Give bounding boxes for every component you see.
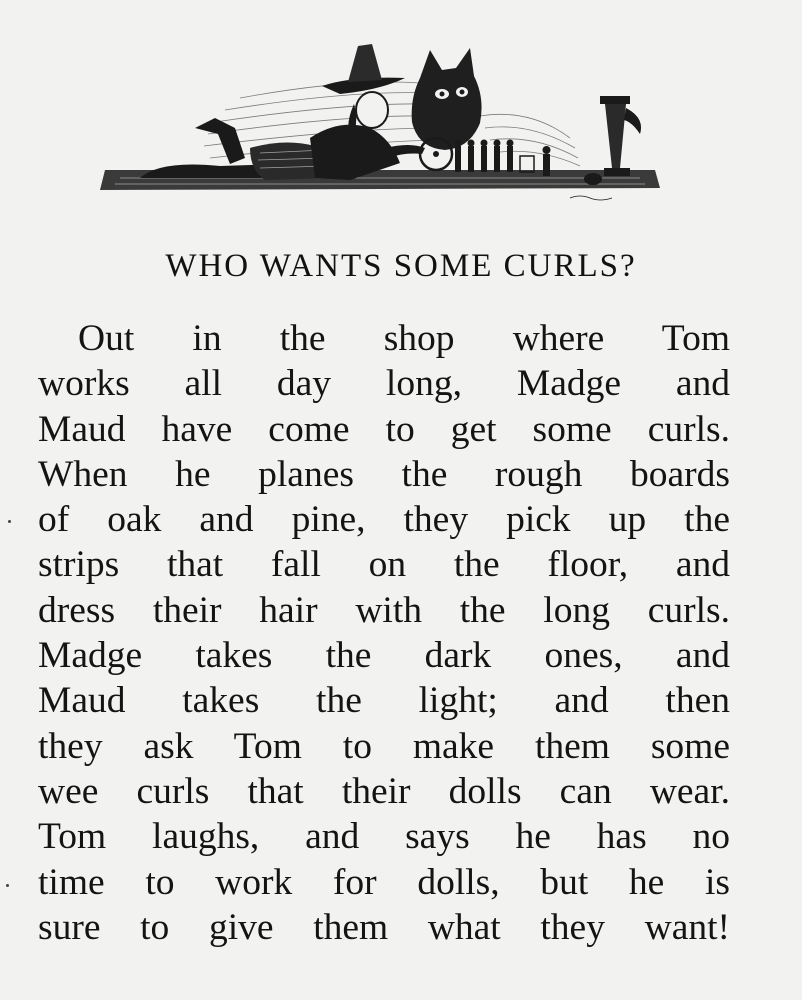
- engraving-child-with-dog-and-toy-soldiers-icon: [100, 38, 665, 206]
- text-line: works all day long, Madge and: [38, 363, 730, 405]
- text-line: they ask Tom to make them some: [38, 725, 730, 767]
- text-line: Maud takes the light; and then: [38, 680, 730, 722]
- story-paragraph: [38, 316, 730, 950]
- text-line: Maud have come to get some curls.: [38, 408, 730, 450]
- paper-speck: [8, 520, 11, 523]
- page-title: WHO WANTS SOME CURLS?: [165, 248, 637, 284]
- text-line: dress their hair with the long curls.: [38, 589, 730, 631]
- text-line: Madge takes the dark ones, and: [38, 635, 730, 677]
- paper-speck: [6, 884, 9, 887]
- text-line: When he planes the rough boards: [38, 453, 730, 495]
- text-line: Tom laughs, and says he has no: [38, 816, 730, 858]
- text-line: of oak and pine, they pick up the: [38, 499, 730, 541]
- text-line: sure to give them what they want!: [38, 906, 730, 948]
- text-line: time to work for dolls, but he is: [38, 861, 730, 903]
- text-line: Out in the shop where Tom: [78, 318, 730, 359]
- text-line: wee curls that their dolls can wear.: [38, 770, 730, 812]
- text-line: strips that fall on the floor, and: [38, 544, 730, 586]
